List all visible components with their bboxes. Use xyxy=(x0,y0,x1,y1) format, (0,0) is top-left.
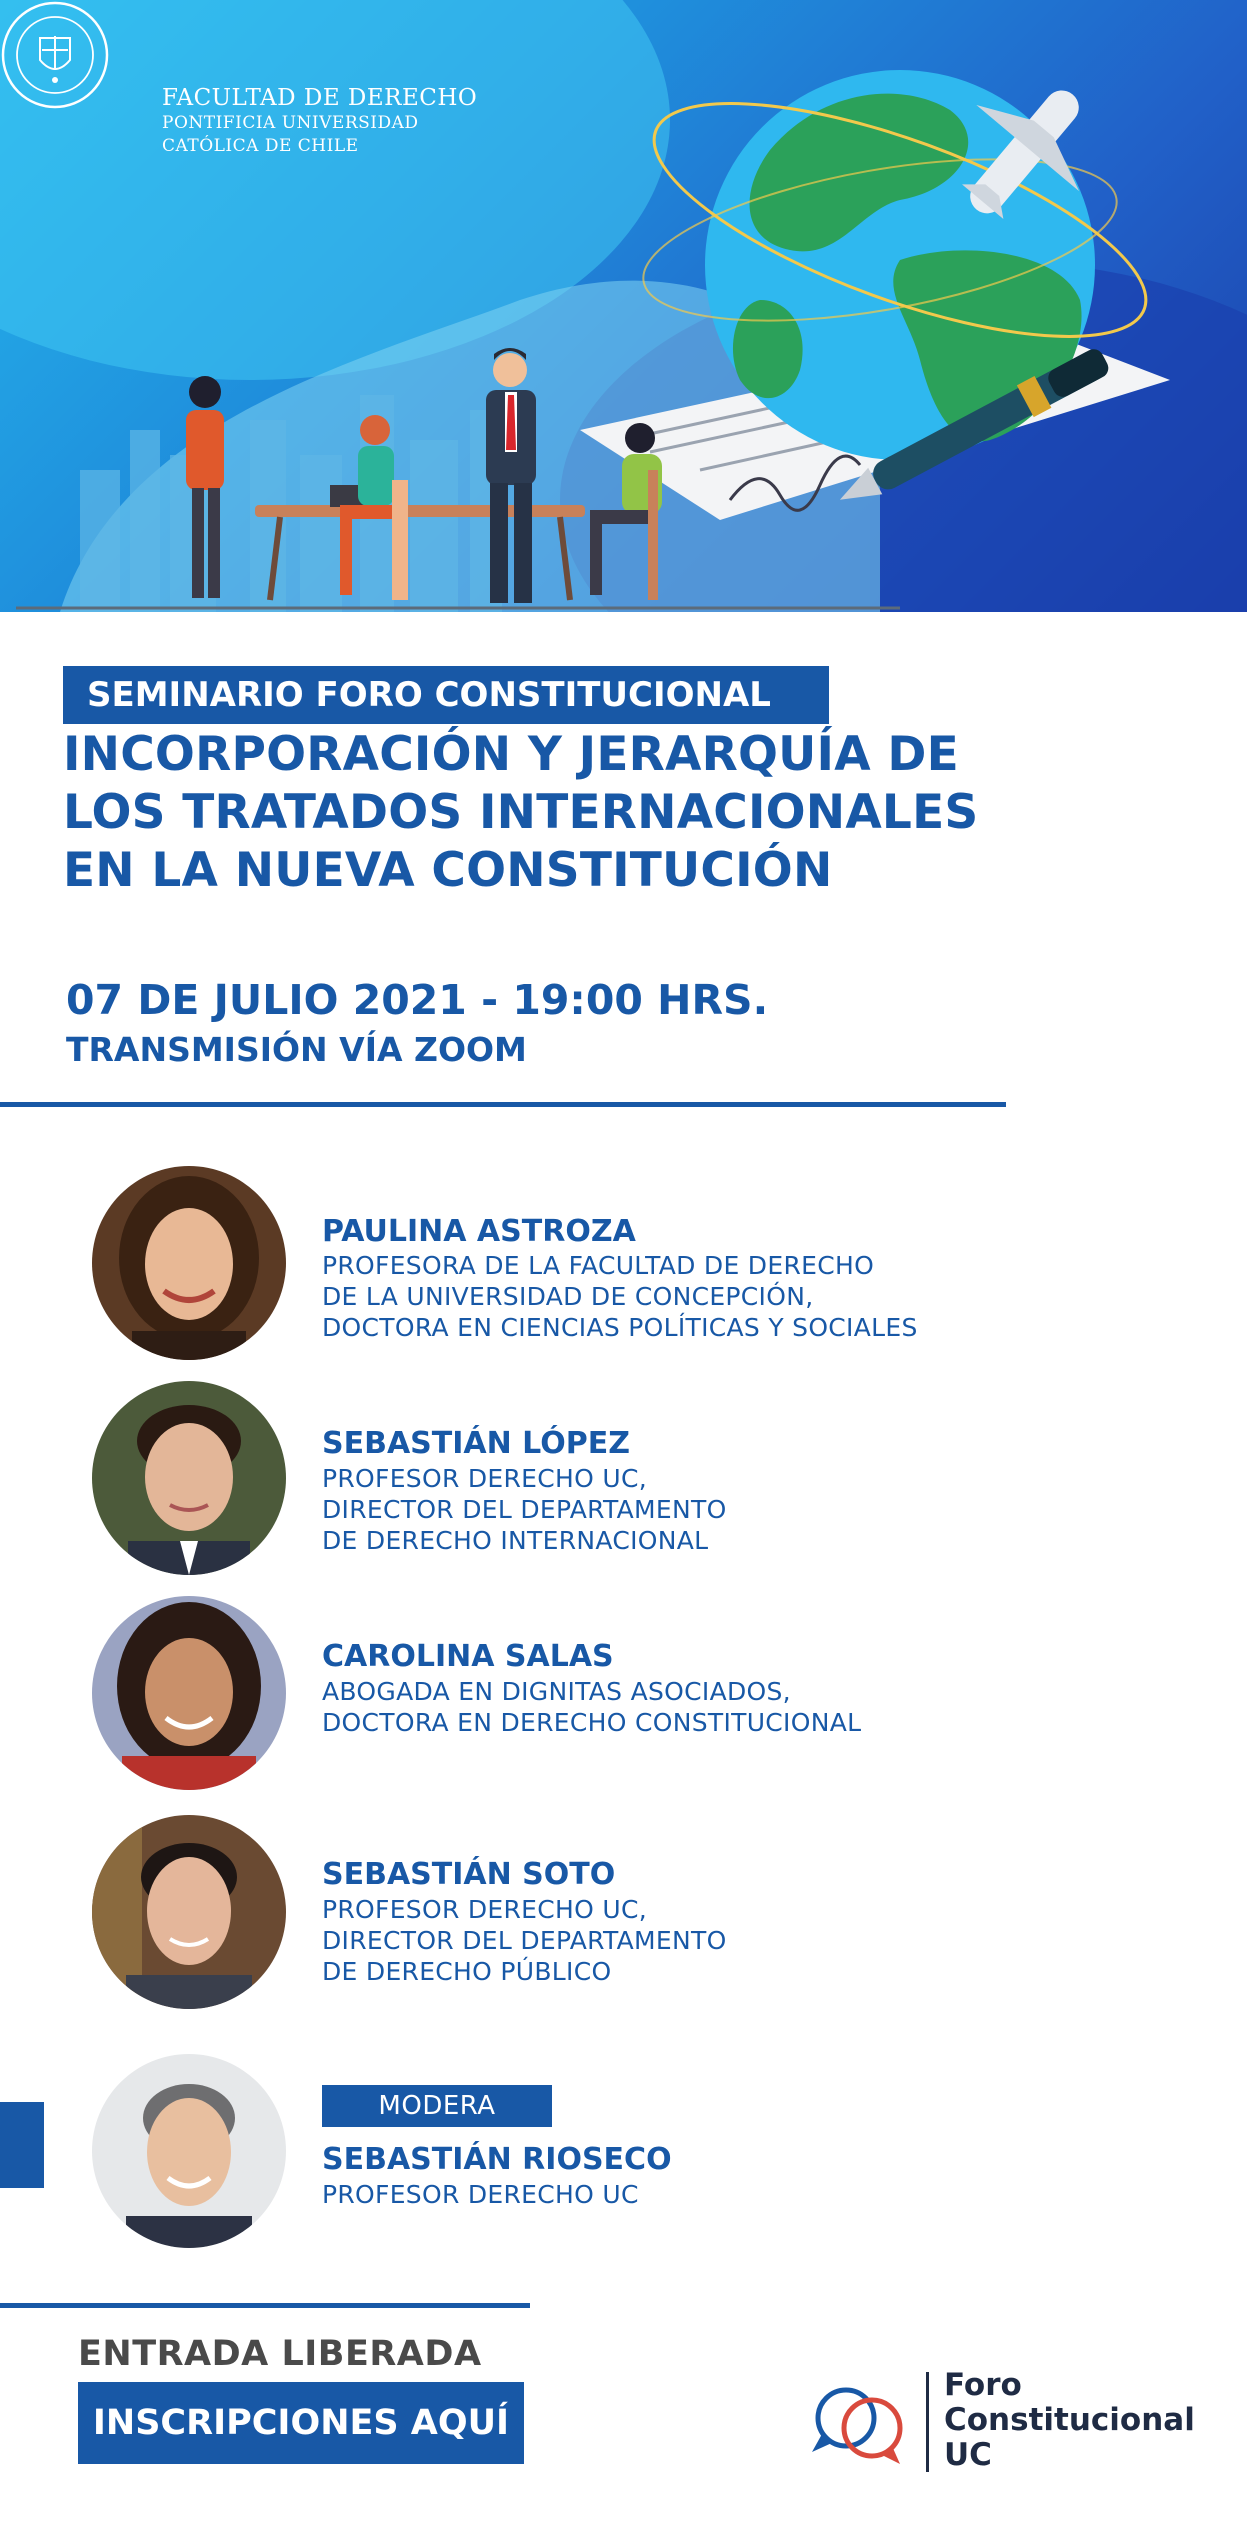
speaker-description-line: PROFESOR DERECHO UC, xyxy=(322,1464,647,1493)
avatar xyxy=(92,1596,286,1790)
speaker-name: SEBASTIÁN SOTO xyxy=(322,1857,616,1892)
avatar xyxy=(92,1815,286,2009)
moderator-description: PROFESOR DERECHO UC xyxy=(322,2180,639,2209)
avatar xyxy=(92,2054,286,2248)
speaker-name: PAULINA ASTROZA xyxy=(322,1214,636,1249)
series-label: SEMINARIO FORO CONSTITUCIONAL xyxy=(63,666,829,724)
speaker-description-line: DE DERECHO INTERNACIONAL xyxy=(322,1526,709,1555)
speaker-name: CAROLINA SALAS xyxy=(322,1639,614,1674)
university-seal-icon xyxy=(0,0,110,110)
event-title-line3: EN LA NUEVA CONSTITUCIÓN xyxy=(63,843,833,898)
hero-banner xyxy=(0,0,1247,612)
speaker-description-line: DOCTORA EN DERECHO CONSTITUCIONAL xyxy=(322,1708,862,1737)
foro-brand-text xyxy=(944,2368,1195,2473)
event-title xyxy=(63,726,1063,900)
brand-line3: UC xyxy=(944,2437,992,2473)
moderator-badge: MODERA xyxy=(322,2085,552,2127)
speaker-card xyxy=(0,1596,1247,1796)
speaker-description-line: ABOGADA EN DIGNITAS ASOCIADOS, xyxy=(322,1677,791,1706)
brand-line2: Constitucional xyxy=(944,2402,1195,2438)
speaker-description-line: PROFESOR DERECHO UC, xyxy=(322,1895,647,1924)
moderator-name: SEBASTIÁN RIOSECO xyxy=(322,2142,672,2177)
event-title-line2: LOS TRATADOS INTERNACIONALES xyxy=(63,785,979,840)
university-name-line1: PONTIFICIA UNIVERSIDAD xyxy=(162,113,419,133)
speaker-description-line: DIRECTOR DEL DEPARTAMENTO xyxy=(322,1926,727,1955)
speaker-description-line: DOCTORA EN CIENCIAS POLÍTICAS Y SOCIALES xyxy=(322,1313,918,1342)
event-title-line1: INCORPORACIÓN Y JERARQUÍA DE xyxy=(63,727,959,782)
chat-bubbles-icon xyxy=(812,2390,900,2464)
footer-divider xyxy=(0,2303,530,2308)
faculty-block xyxy=(162,84,477,158)
speaker-description-line: PROFESORA DE LA FACULTAD DE DERECHO xyxy=(322,1251,875,1280)
university-name-line2: CATÓLICA DE CHILE xyxy=(162,136,359,156)
speaker-card xyxy=(0,1166,1247,1366)
speaker-name: SEBASTIÁN LÓPEZ xyxy=(322,1426,630,1461)
avatar xyxy=(92,1381,286,1575)
speaker-description-line: DIRECTOR DEL DEPARTAMENTO xyxy=(322,1495,727,1524)
speaker-description-line: DE LA UNIVERSIDAD DE CONCEPCIÓN, xyxy=(322,1282,814,1311)
faculty-name: FACULTAD DE DERECHO xyxy=(162,85,478,111)
logo-divider xyxy=(926,2372,929,2472)
avatar xyxy=(92,1166,286,1360)
speaker-description-line: DE DERECHO PÚBLICO xyxy=(322,1957,612,1986)
section-divider xyxy=(0,1102,1006,1107)
speaker-card xyxy=(0,1815,1247,2015)
event-mode: TRANSMISIÓN VÍA ZOOM xyxy=(66,1030,527,1069)
free-entry-label: ENTRADA LIBERADA xyxy=(78,2334,482,2374)
event-date-time: 07 DE JULIO 2021 - 19:00 HRS. xyxy=(66,976,769,1024)
brand-line1: Foro xyxy=(944,2367,1022,2403)
speaker-card xyxy=(0,1381,1247,1581)
register-button[interactable]: INSCRIPCIONES AQUÍ xyxy=(78,2382,524,2464)
